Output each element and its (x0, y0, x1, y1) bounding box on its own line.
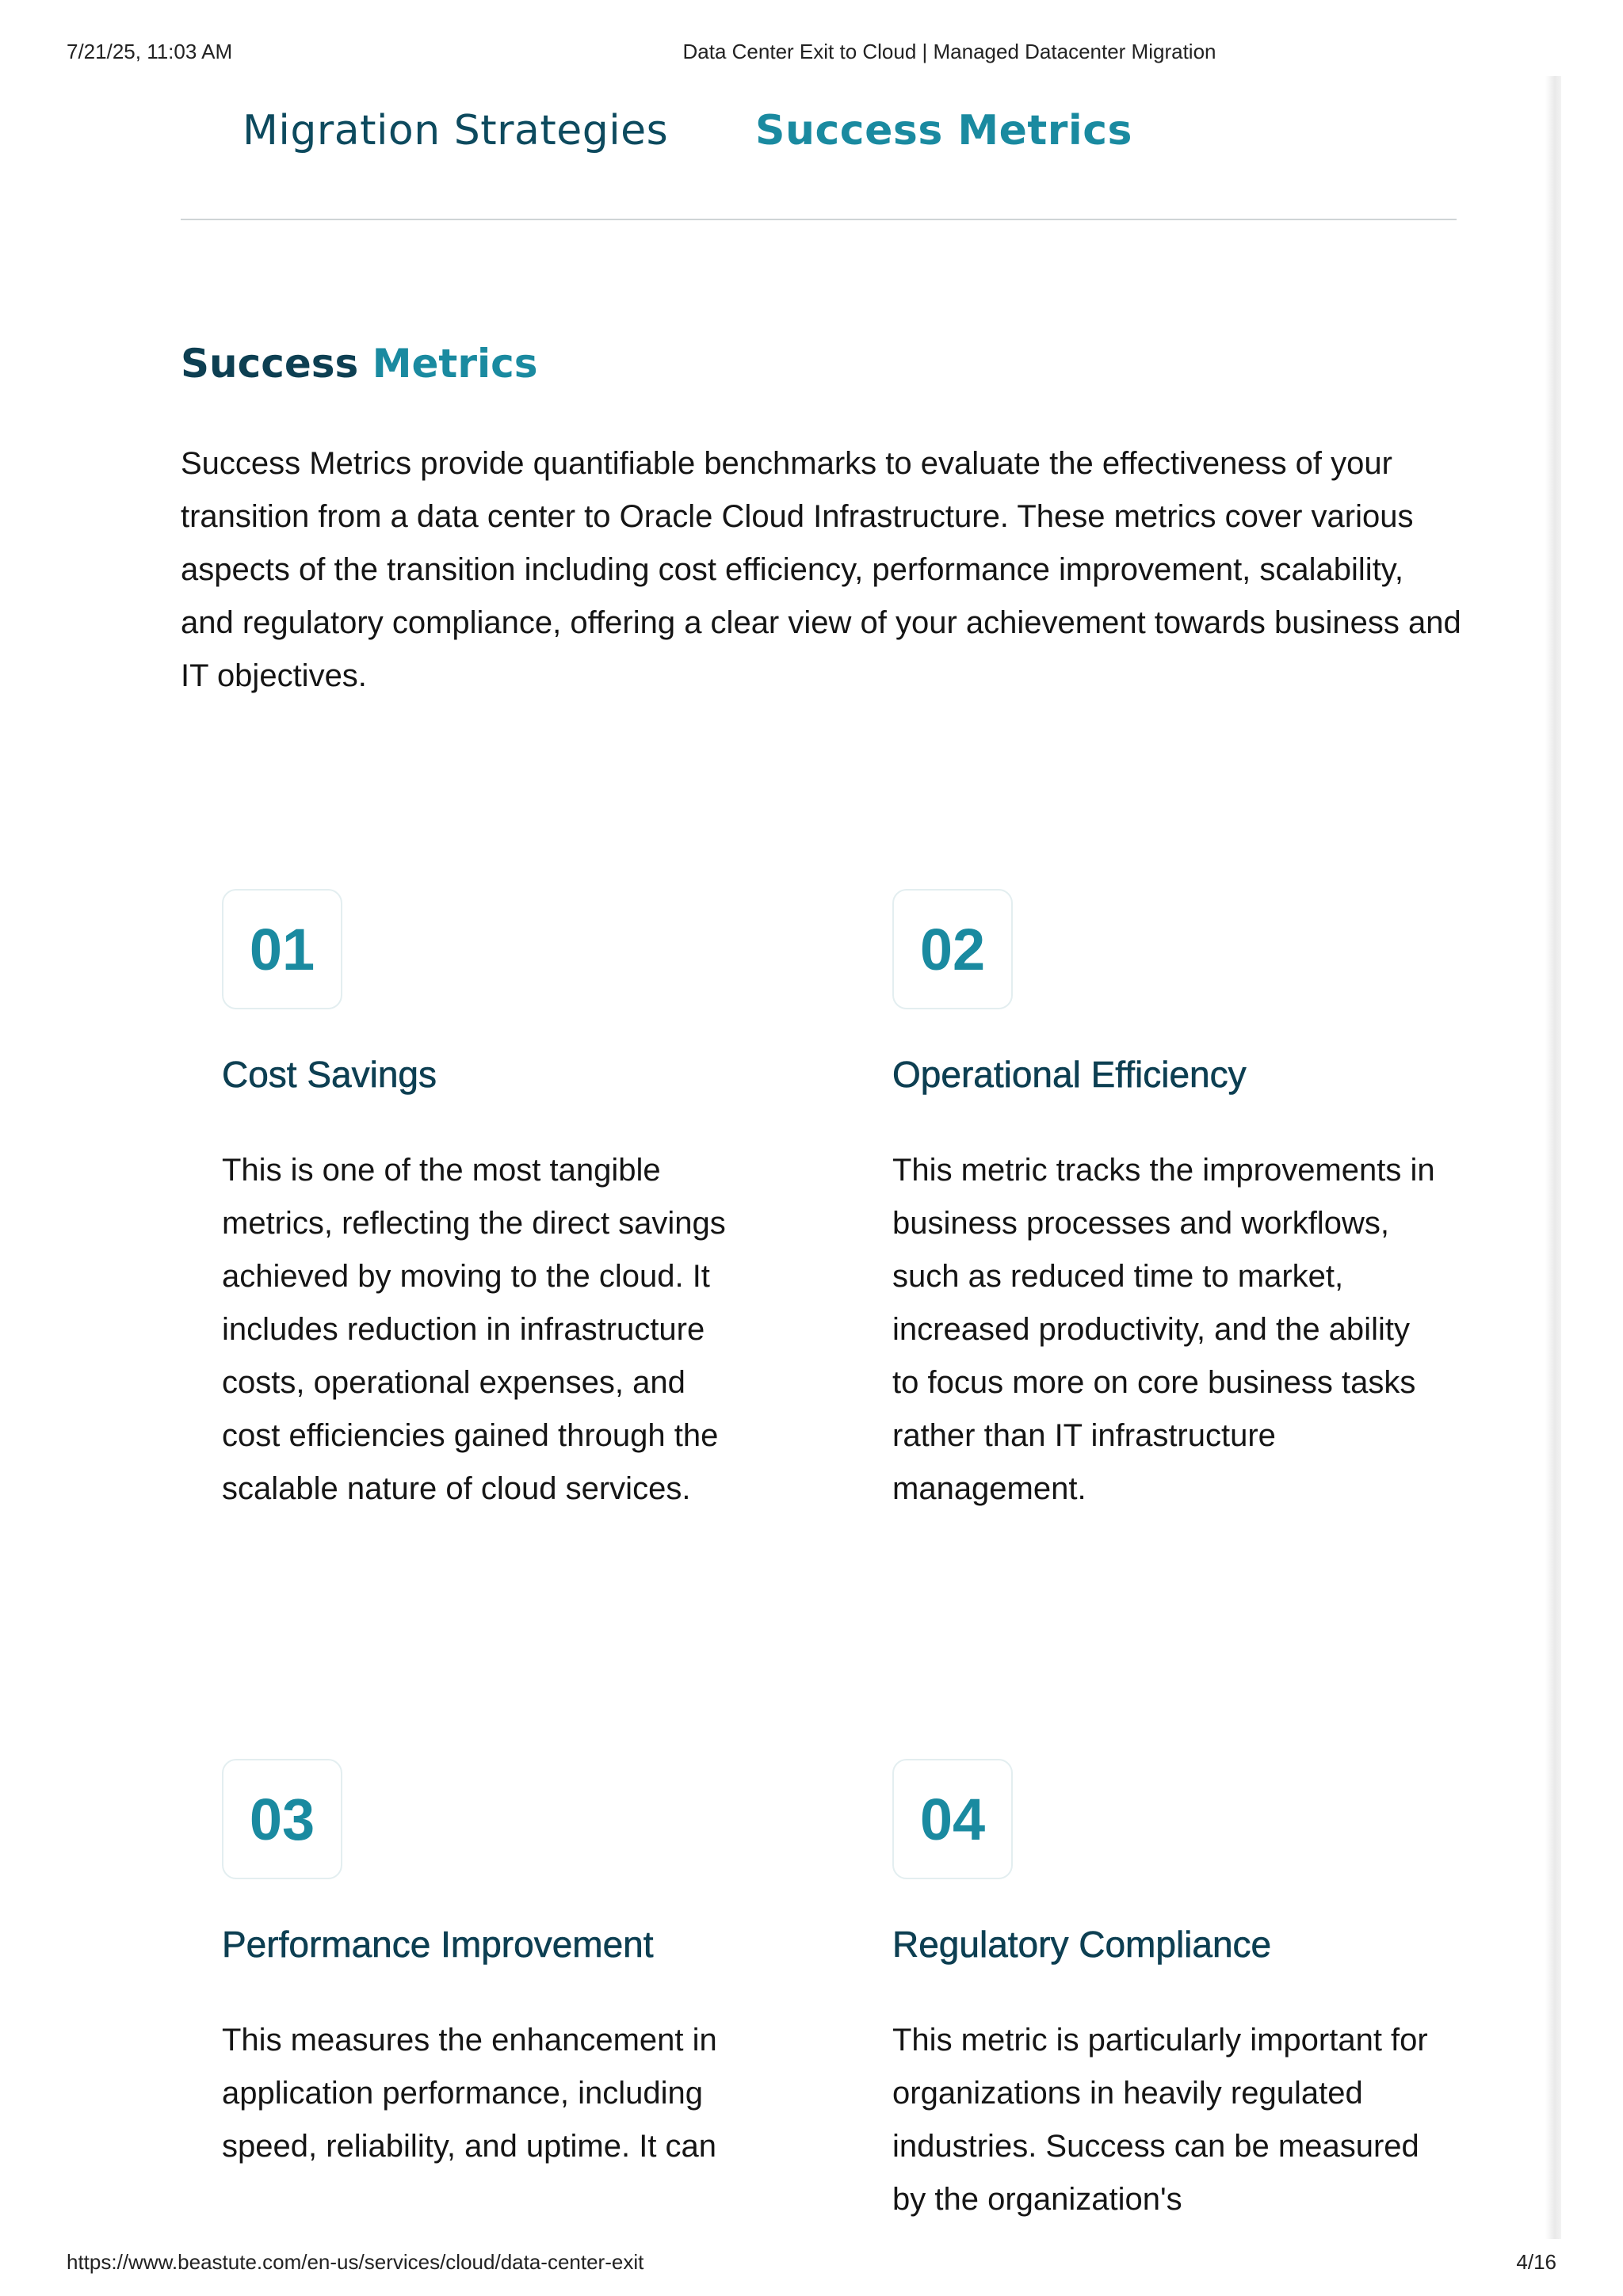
metric-description: This metric tracks the improvements in business processes and workflows, such as reduced time to market, increased productivity, and the ability to focus more on core business tasks rather than IT infrastructure management. (892, 1153, 1435, 1506)
metric-title: Cost Savings (222, 1054, 437, 1095)
print-url: https://www.beastute.com/en-us/services/cloud/data-center-exit (67, 2250, 644, 2274)
section-intro: Success Metrics provide quantifiable benchmarks to evaluate the effectiveness of your transition from a data center to Oracle Cloud Infrastructure. These metrics cover various aspects of the transition including cost efficiency, performance improvement, scalability, and regulatory compliance, offering a clear view of your achievement towards business and IT objectives. (181, 446, 1461, 693)
metric-card (222, 889, 824, 1516)
metric-card (222, 1759, 824, 2173)
section-tabs (181, 95, 1457, 222)
metric-number-badge: 03 (222, 1759, 342, 1879)
metric-number-badge: 04 (892, 1759, 1013, 1879)
metric-description: This metric is particularly important for organizations in heavily regulated industries. Success can be measured by the organization's (892, 2023, 1428, 2217)
section-title-accent: Metrics (372, 341, 538, 387)
metric-title: Operational Efficiency (892, 1054, 1247, 1095)
print-datetime: 7/21/25, 11:03 AM (67, 40, 233, 63)
metric-title: Performance Improvement (222, 1924, 654, 1965)
metric-title: Regulatory Compliance (892, 1924, 1272, 1965)
tab-success-metrics[interactable]: Success Metrics (755, 107, 1133, 154)
print-page-number: 4/16 (1516, 2250, 1556, 2274)
metric-description: This measures the enhancement in application performance, including speed, reliability, and uptime. It can (222, 2023, 717, 2164)
metric-number-badge: 02 (892, 889, 1013, 1009)
tab-divider (181, 219, 1457, 220)
print-header (0, 40, 1623, 71)
section-title-dark: Success (181, 341, 359, 387)
print-footer (0, 2250, 1623, 2282)
print-doc-title: Data Center Exit to Cloud | Managed Datacenter Migration (682, 40, 1216, 63)
page-edge-shadow (1545, 76, 1561, 2239)
section-title (181, 341, 538, 387)
metric-description: This is one of the most tangible metrics, reflecting the direct savings achieved by moving to the cloud. It includes reduction in infrastructure costs, operational expenses, and cost efficiencies gained through the scalable nature of cloud services. (222, 1153, 726, 1506)
metric-number-badge: 01 (222, 889, 342, 1009)
metric-card (892, 889, 1495, 1516)
metric-card (892, 1759, 1495, 2226)
tab-migration-strategies[interactable]: Migration Strategies (242, 107, 669, 154)
